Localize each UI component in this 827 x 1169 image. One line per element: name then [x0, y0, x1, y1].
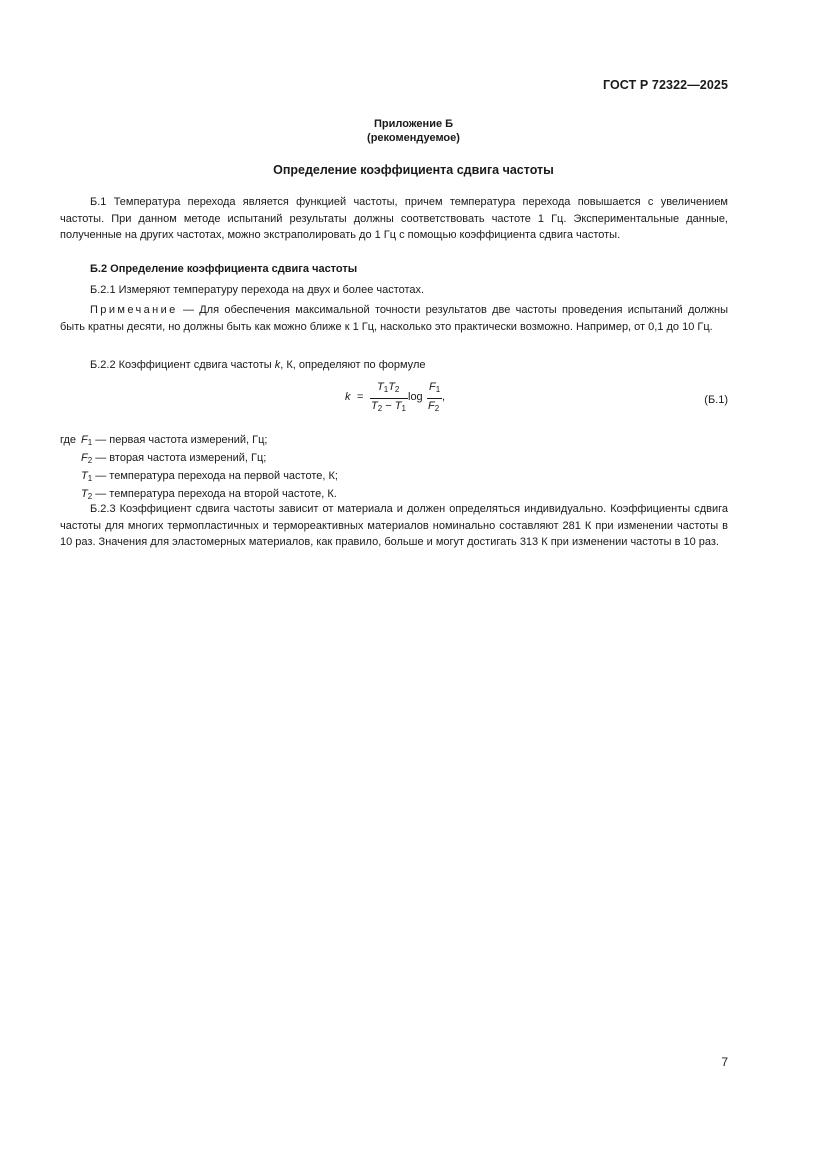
standard-number: ГОСТ Р 72322—2025	[602, 78, 728, 92]
paragraph-b22	[90, 359, 425, 371]
appendix-status: (рекомендуемое)	[367, 132, 460, 144]
fraction-bar	[370, 398, 408, 399]
formula-number: (Б.1)	[704, 394, 728, 406]
b22-suffix: , К, определяют по формуле	[280, 359, 426, 371]
paragraph-b21: Б.2.1 Измеряют температуру перехода на двух и более частотах.	[90, 284, 425, 296]
fraction-numerator: $F_1$	[429, 381, 441, 394]
formula-log: log	[408, 391, 423, 403]
appendix-subject: Определение коэффициента сдвига частоты	[273, 163, 554, 177]
paragraph-b1: Б.1 Температура перехода является функцией частоты, причем температура перехода повышается с увеличением частоты. При данном методе испытаний результаты должны соответствовать частоте 1 Гц. Экспериментальные данные, полученные на других частотах, можно экстраполировать до 1 Гц с помощью коэффициента сдвига частоты.	[60, 196, 728, 242]
appendix-heading	[0, 117, 827, 145]
section-b2-heading: Б.2 Определение коэффициента сдвига частоты	[90, 263, 358, 275]
where-item: $F_2$ — вторая частота измерений, Гц;	[81, 452, 267, 465]
formula-equals: =	[357, 391, 364, 403]
fraction-denominator: $F_2$	[428, 400, 440, 413]
where-item: $T_2$ — температура перехода на второй частоте, К.	[81, 488, 337, 501]
appendix-title: Приложение Б	[373, 118, 454, 130]
b22-prefix: Б.2.2 Коэффициент сдвига частоты	[90, 359, 275, 371]
note	[60, 302, 728, 335]
note-text: — Для обеспечения максимальной точности результатов две частоты проведения испытаний должны быть кратны десяти, но должны быть как можно ближе к 1 Гц, насколько это практически возможно. Например, от 0,1 до 10 Гц.	[60, 304, 728, 333]
paragraph-b23: Б.2.3 Коэффициент сдвига частоты зависит от материала и должен определяться индивидуально. Коэффициенты сдвига частоты для многих термопластичных и термореактивных материалов номинально составляют 281 К при изменении частоты в 10 раз. Значения для эластомерных материалов, как правило, больше и могут достигать 313 К при изменении частоты в 10 раз.	[60, 503, 728, 549]
note-label: Примечание	[90, 304, 178, 316]
formula-b1	[345, 382, 455, 422]
fraction-denominator: $T_2 - T_1$	[371, 400, 406, 413]
page-number: 7	[721, 1055, 728, 1069]
formula-comma: ,	[442, 391, 446, 403]
formula-lhs: k	[345, 391, 351, 403]
where-item: $F_1$ — первая частота измерений, Гц;	[81, 434, 268, 447]
fraction-numerator: $T_1T_2$	[377, 381, 400, 394]
b22-variable: k	[274, 359, 281, 371]
where-intro: где	[60, 434, 77, 446]
where-item: $T_1$ — температура перехода на первой частоте, К;	[81, 470, 338, 483]
fraction-bar	[427, 398, 442, 399]
